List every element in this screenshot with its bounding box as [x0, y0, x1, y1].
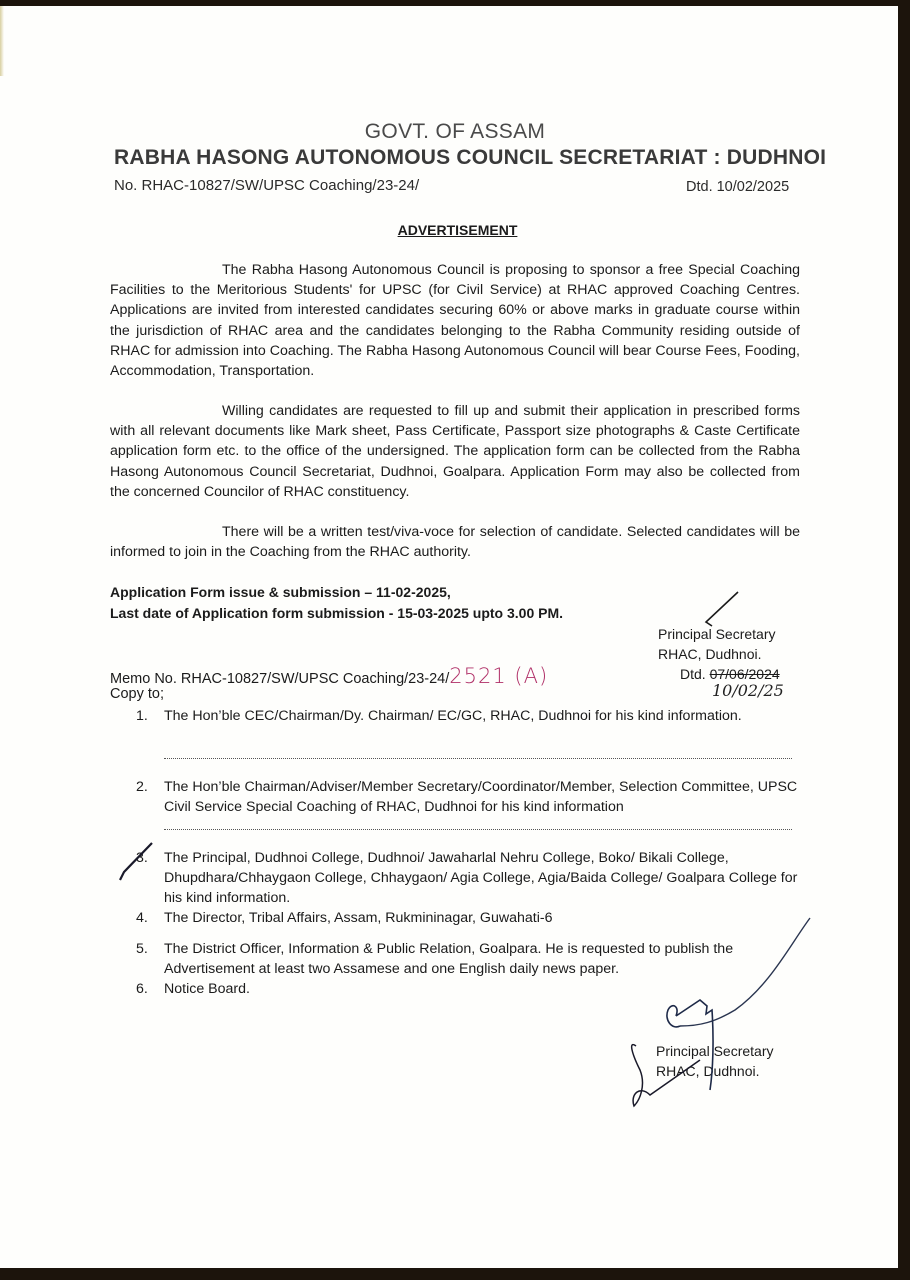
paragraph-1-text: The Rabha Hasong Autonomous Council is proposing to sponsor a free Special Coaching Facilities to the Meritorious Students' for UPSC (for Civil Service) at RHAC approved Coaching Centres. Applications are invited from interested candidates securing 60% or above marks in graduate course within the jurisdiction of RHAC area and the candidates belonging to the Rabha Community residing outside of RHAC for admission into Coaching. The Rabha Hasong Autonomous Council will bear Course Fees, Fooding, Accommodation, Transportation.: [110, 262, 800, 380]
paragraph-3: [110, 522, 800, 562]
memo-struck-date: 07/06/2024: [709, 666, 780, 682]
council-heading: RABHA HASONG AUTONOMOUS COUNCIL SECRETARIAT : DUDHNOI: [114, 146, 827, 169]
application-last-date: Last date of Application form submission - 15-03-2025 upto 3.00 PM.: [110, 605, 564, 621]
item-text: The District Officer, Information & Public Relation, Goalpara. He is requested to publish the Advertisement at least two Assamese and one English daily news paper.: [164, 941, 734, 977]
memo-prefix: Memo No. RHAC-10827/SW/UPSC Coaching/23-24/: [110, 671, 450, 687]
dotted-line: [164, 829, 792, 830]
reference-date: Dtd. 10/02/2025: [686, 179, 790, 195]
item-text: The Director, Tribal Affairs, Assam, Rukmininagar, Guwahati-6: [164, 910, 553, 926]
signature-block-2: [656, 1041, 774, 1081]
memo-date-label: Dtd.: [680, 666, 706, 682]
application-issue-date: Application Form issue & submission – 11-02-2025,: [110, 584, 451, 600]
item-text: The Hon’ble Chairman/Adviser/Member Secretary/Coordinator/Member, Selection Committee, UPSC Civil Service Special Coaching of RHAC, Dudhnoi for his kind information: [164, 779, 798, 815]
item-number: 1.: [136, 708, 148, 724]
reference-number: No. RHAC-10827/SW/UPSC Coaching/23-24/: [114, 177, 420, 194]
memo-number: [110, 664, 548, 688]
memo-date: [680, 666, 780, 682]
item-text: The Principal, Dudhnoi College, Dudhnoi/ Jawaharlal Nehru College, Boko/ Bikali College, Dhupdhara/Chhaygaon College, Chhaygaon/ Agia College, Agia/Baida College/ Goalpara College for his kind information.: [164, 850, 798, 906]
item-number: 6.: [136, 981, 148, 997]
copy-to-label: Copy to;: [110, 686, 164, 702]
item-text: Notice Board.: [164, 981, 250, 997]
signature-block-1: [658, 624, 776, 664]
signatory-office: RHAC, Dudhnoi.: [658, 646, 762, 662]
govt-heading: GOVT. OF ASSAM: [364, 120, 546, 143]
signatory-title: Principal Secretary: [658, 626, 776, 642]
paragraph-2: [110, 401, 800, 502]
memo-handwritten-number: 2521 (A): [449, 664, 549, 688]
paragraph-1: [110, 260, 800, 381]
page-edge: [0, 6, 4, 76]
paragraph-3-text: There will be a written test/viva-voce for selection of candidate. Selected candidates will be informed to join in the Coaching from the RHAC authority.: [110, 524, 800, 561]
item-number: 2.: [136, 779, 148, 795]
item-number: 5.: [136, 941, 148, 957]
signatory-office: RHAC, Dudhnoi.: [656, 1063, 760, 1079]
item-number: 4.: [136, 910, 148, 926]
memo-handwritten-date: 10/02/25: [712, 681, 784, 700]
dotted-line: [164, 758, 792, 759]
item-text: The Hon’ble CEC/Chairman/Dy. Chairman/ EC/GC, RHAC, Dudhnoi for his kind information.: [164, 708, 742, 724]
item-number: 3.: [136, 850, 148, 866]
advertisement-title: ADVERTISEMENT: [397, 222, 518, 238]
signatory-title: Principal Secretary: [656, 1043, 774, 1059]
paragraph-2-text: Willing candidates are requested to fill up and submit their application in prescribed forms with all relevant documents like Mark sheet, Pass Certificate, Passport size photographs & Caste Certificate application form etc. to the office of the undersigned. The application form can be collected from the Rabha Hasong Autonomous Council Secretariat, Dudhnoi, Goalpara. Application Form may also be collected from the concerned Councilor of RHAC constituency.: [110, 403, 800, 500]
